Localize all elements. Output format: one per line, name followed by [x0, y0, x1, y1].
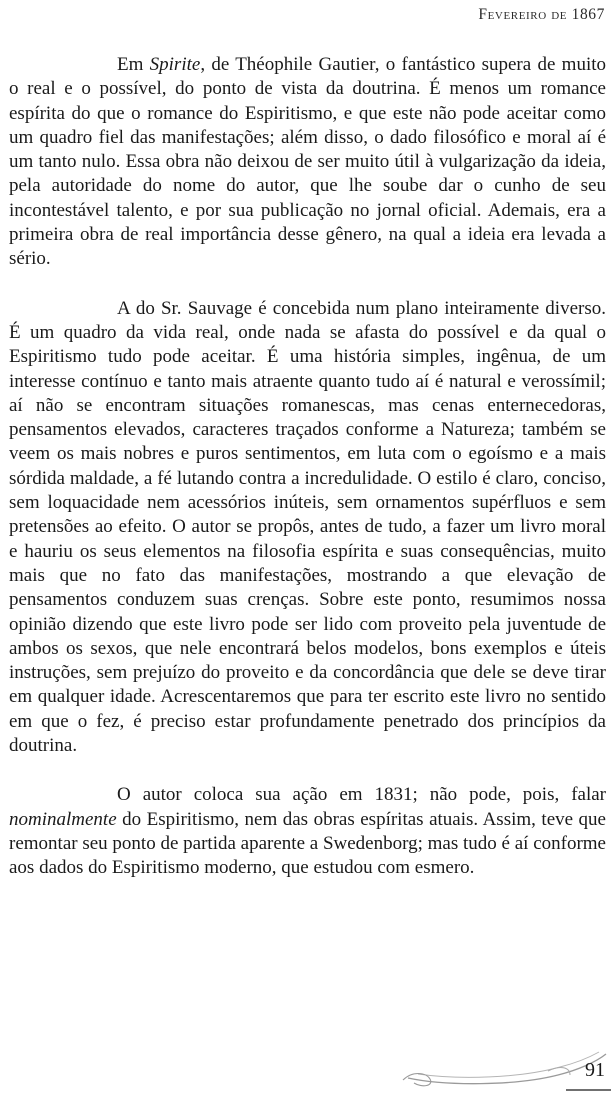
- swirl-ornament-icon: [400, 1045, 611, 1093]
- paragraph-1-text-rest: , de Théophile Gautier, o fantástico supera de muito o real e o possível, do ponto de vista da doutrina. É menos um romance espírita do que o romance do Espiritismo, e que este não pode aceitar como um quadro fiel das manifestações; além disso, o dado filosófico e moral aí é um tanto nulo. Essa obra não deixou de ser muito útil à vulgarização da ideia, pela autoridade do nome do autor, que lhe soube dar o cunho de seu incontestável talento, e por sua publicação no jornal oficial. Ademais, era a primeira obra de real importância desse gênero, na qual a ideia era levada a sério.: [9, 54, 606, 270]
- body-text: [9, 53, 606, 881]
- paragraph-3-text-start: O autor coloca sua ação em 1831; não pode, pois, falar: [117, 784, 606, 806]
- page-number: 91: [585, 1059, 605, 1081]
- paragraph-1: [9, 53, 606, 272]
- paragraph-1-italic-title: Spirite: [149, 54, 201, 75]
- paragraph-3-italic-word: nominalmente: [9, 808, 117, 830]
- running-head-title: Fevereiro de 1867: [478, 6, 605, 23]
- paragraph-3-text-rest: do Espiritismo, nem das obras espíritas atuais. Assim, teve que remontar seu ponto de partida aparente a Swedenborg; mas tudo é aí conforme aos dados do Espiritismo moderno, que estudou com esmero.: [9, 808, 606, 879]
- paragraph-1-text-start: Em: [117, 54, 150, 75]
- running-head: [478, 6, 605, 24]
- paragraph-2: A do Sr. Sauvage é concebida num plano inteiramente diverso. É um quadro da vida real, onde nada se afasta do possível e da qual o Espiritismo tudo pode aceitar. É uma história simples, ingênua, de um interesse contínuo e tanto mais atraente quanto tudo aí é natural e verossímil; aí não se encontram situações romanescas, mas cenas enternecedoras, pensamentos elevados, caracteres traçados conforme a Natureza; também se veem os mais nobres e puros sentimentos, em luta com o egoísmo e a mais sórdida maldade, a fé lutando contra a incredulidade. O estilo é claro, conciso, sem loquacidade nem acessórios inúteis, sem ornamentos supérfluos e sem pretensões ao efeito. O autor se propôs, antes de tudo, a fazer um livro moral e hauriu os seus elementos na filosofia espírita e suas consequências, muito mais que no fato das manifestações, mostrando a que elevação de pensamentos conduzem suas crenças. Sobre este ponto, resumimos nossa opinião dizendo que este livro pode ser lido com proveito pela juventude de ambos os sexos, que nele encontrará belos modelos, bons exemplos e úteis instruções, sem prejuízo do proveito e da concordância que dele se deve tirar em qualquer idade. Acrescentaremos que para ter escrito este livro no sentido em que o fez, é preciso estar profundamente penetrado dos princípios da doutrina.: [9, 297, 606, 757]
- page-footer: [400, 1045, 611, 1093]
- paragraph-3: [9, 783, 606, 880]
